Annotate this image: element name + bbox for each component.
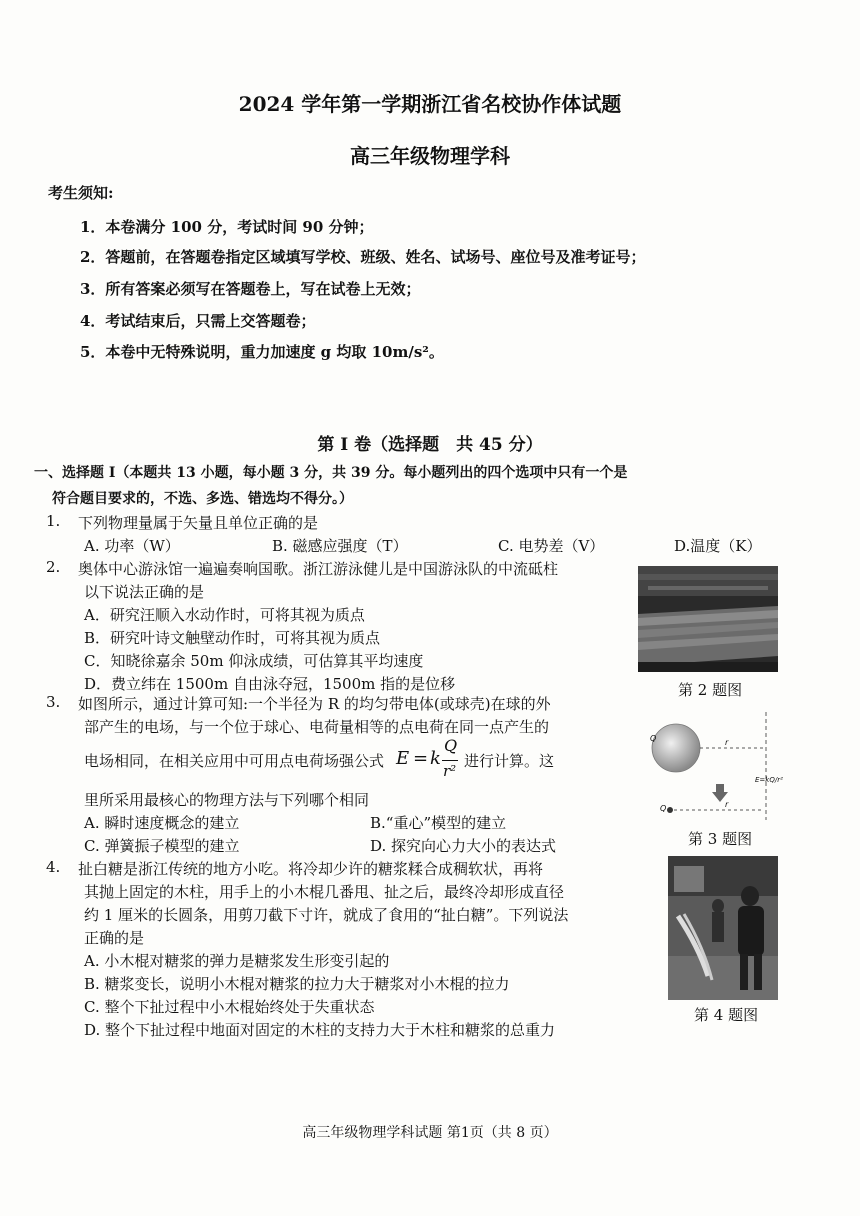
question-stem: 以下说法正确的是 <box>84 583 205 601</box>
section-title: 第 I 卷（选择题 共 45 分） <box>317 435 543 455</box>
option-c: C. 弹簧振子模型的建立 <box>84 837 240 855</box>
figure-3-caption: 第 3 题图 <box>688 830 753 848</box>
question-stem: 下列物理量属于矢量且单位正确的是 <box>78 514 319 532</box>
section-instruction: 符合题目要求的，不选、多选、错选均不得分。） <box>52 491 353 507</box>
question-stem: 进行计算。这 <box>464 752 555 770</box>
notice-item: 4．考试结束后，只需上交答题卷； <box>80 312 316 330</box>
option-a: A. 功率（W） <box>84 537 180 555</box>
option-c: C. 电势差（V） <box>498 537 605 555</box>
option-c: C．知晓徐嘉余 50m 仰泳成绩，可估算其平均速度 <box>84 652 424 670</box>
formula-k: k <box>430 748 441 769</box>
figure-3-label-r-bottom: r <box>725 800 729 809</box>
page-footer: 高三年级物理学科试题 第1页（共 8 页） <box>302 1125 558 1141</box>
option-b: B. 糖浆变长，说明小木棍对糖浆的拉力大于糖浆对小木棍的拉力 <box>84 975 510 993</box>
question-stem: 约 1 厘米的长圆条，用剪刀截下寸许，就成了食用的“扯白糖”。下列说法 <box>84 906 569 924</box>
question-number: 2. <box>46 558 61 576</box>
charged-sphere <box>652 724 700 772</box>
formula-equals: = <box>413 748 429 769</box>
formula-denominator: r² <box>443 762 457 780</box>
notice-heading: 考生须知: <box>48 184 114 202</box>
question-stem: 正确的是 <box>84 929 145 947</box>
question-stem: 其抛上固定的木柱，用手上的小木棍几番甩、扯之后，最终冷却形成直径 <box>84 883 565 901</box>
question-stem: 电场相同，在相关应用中可用点电荷场强公式 <box>84 752 385 770</box>
figure-4-photo <box>668 856 778 1000</box>
figure-4-caption: 第 4 题图 <box>694 1006 759 1024</box>
notice-item: 3．所有答案必须写在答题卷上，写在试卷上无效； <box>80 280 421 298</box>
figure-3-formula: E=kQ/r² <box>755 776 783 784</box>
question-number: 3. <box>46 693 61 711</box>
option-b: B．研究叶诗文触壁动作时，可将其视为质点 <box>84 629 381 647</box>
figure-2-caption: 第 2 题图 <box>678 681 743 699</box>
option-a: A．研究汪顺入水动作时，可将其视为质点 <box>84 606 365 624</box>
figure-3-label-q-top: Q <box>650 734 657 743</box>
formula-e: E <box>396 748 410 769</box>
question-stem: 扯白糖是浙江传统的地方小吃。将冷却少许的糖浆糅合成稠软状，再将 <box>78 860 544 878</box>
figure-3-label-q-bottom: Q <box>660 804 667 813</box>
option-a: A. 瞬时速度概念的建立 <box>84 814 240 832</box>
exam-subtitle: 高三年级物理学科 <box>350 144 510 168</box>
notice-item: 2．答题前，在答题卷指定区域填写学校、班级、姓名、试场号、座位号及准考证号； <box>80 248 646 266</box>
notice-item: 1．本卷满分 100 分，考试时间 90 分钟； <box>80 218 374 236</box>
option-d: D. 探究向心力大小的表达式 <box>370 837 557 855</box>
option-b: B.“重心”模型的建立 <box>370 814 507 832</box>
option-c: C. 整个下扯过程中小木棍始终处于失重状态 <box>84 998 375 1016</box>
option-d: D．费立纬在 1500m 自由泳夺冠，1500m 指的是位移 <box>84 675 456 693</box>
formula-numerator: Q <box>444 736 458 755</box>
exam-title: 2024 学年第一学期浙江省名校协作体试题 <box>238 92 622 116</box>
figure-2-photo <box>638 566 778 672</box>
question-stem: 里所采用最核心的物理方法与下列哪个相同 <box>84 791 370 809</box>
formula-fraction-bar <box>442 760 458 761</box>
question-stem: 奥体中心游泳馆一遍遍奏响国歌。浙江游泳健儿是中国游泳队的中流砥柱 <box>78 560 559 578</box>
question-number: 4. <box>46 858 61 876</box>
option-a: A. 小木棍对糖浆的弹力是糖浆发生形变引起的 <box>84 952 390 970</box>
option-d: D.温度（K） <box>674 537 762 555</box>
question-number: 1. <box>46 512 61 530</box>
notice-item: 5．本卷中无特殊说明，重力加速度 g 均取 10m/s²。 <box>80 343 444 361</box>
figure-3-label-r-top: r <box>725 738 729 747</box>
question-stem: 部产生的电场，与一个位于球心、电荷量相等的点电荷在同一点产生的 <box>84 718 550 736</box>
option-d: D. 整个下扯过程中地面对固定的木柱的支持力大于木柱和糖浆的总重力 <box>84 1021 556 1039</box>
point-charge <box>667 807 673 813</box>
option-b: B. 磁感应强度（T） <box>272 537 408 555</box>
question-stem: 如图所示，通过计算可知:一个半径为 R 的均匀带电体(或球壳)在球的外 <box>78 695 551 713</box>
section-instruction: 一、选择题 I（本题共 13 小题，每小题 3 分，共 39 分。每小题列出的四个选项中只有一个是 <box>34 465 628 481</box>
